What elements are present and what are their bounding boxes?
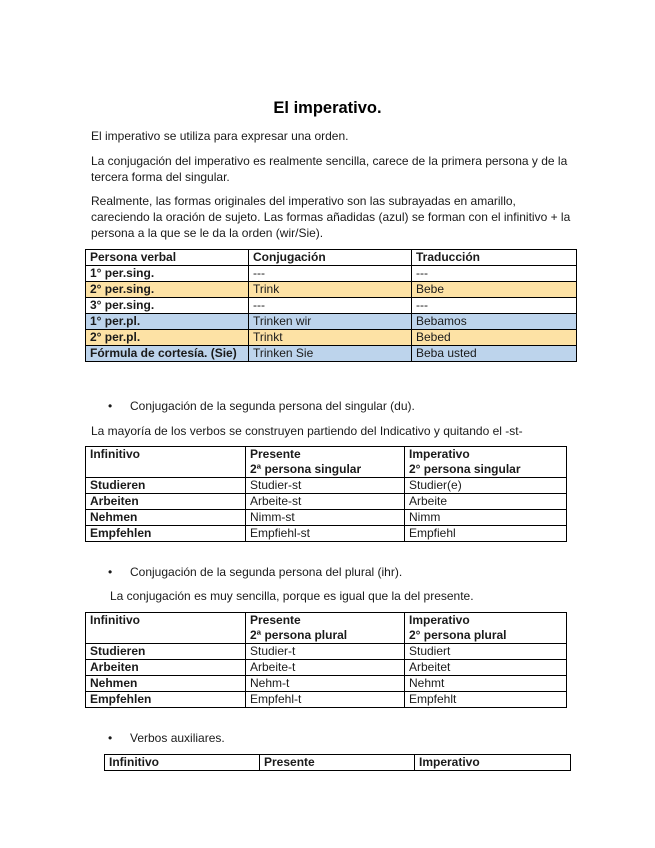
header-line: Presente bbox=[250, 447, 301, 461]
table-cell: Arbeiten bbox=[86, 660, 246, 676]
bullet-icon: • bbox=[108, 731, 113, 745]
table-row bbox=[86, 676, 567, 692]
table-cell: Empfehlt bbox=[405, 692, 567, 708]
table-row-highlight-blue bbox=[86, 346, 577, 362]
table-cell: Trink bbox=[249, 282, 412, 298]
table-cell: Studier-t bbox=[246, 644, 405, 660]
header-cell bbox=[405, 613, 567, 644]
table-row bbox=[86, 494, 567, 510]
table-row-highlight-yellow bbox=[86, 282, 577, 298]
table-cell: Beba usted bbox=[412, 346, 577, 362]
table-cell: Studiert bbox=[405, 644, 567, 660]
table-row bbox=[86, 526, 567, 542]
header-cell bbox=[246, 613, 405, 644]
table-cell: Bebed bbox=[412, 330, 577, 346]
table-cell: --- bbox=[249, 266, 412, 282]
table-row-highlight-blue bbox=[86, 314, 577, 330]
bullet-text: Conjugación de la segunda persona del plural (ihr). bbox=[130, 565, 403, 579]
header-cell: Infinitivo bbox=[86, 613, 246, 644]
header-line: Presente bbox=[250, 613, 301, 627]
table-cell: Bebamos bbox=[412, 314, 577, 330]
table-cell: Empfehl-t bbox=[246, 692, 405, 708]
plural-table bbox=[85, 612, 567, 708]
intro-paragraph-2: La conjugación del imperativo es realmente sencilla, carece de la primera persona y de la tercera forma del singular. bbox=[91, 154, 568, 184]
table-cell: Empfehlen bbox=[86, 526, 246, 542]
header-line: 2ª persona plural bbox=[250, 628, 348, 642]
table-cell: 3° per.sing. bbox=[86, 298, 249, 314]
intro-paragraph-3: Realmente, las formas originales del imperativo son las subrayadas en amarillo, careciendo la oración de sujeto. Las formas añadidas (azul) se forman con el infinitivo + la persona a la que se le da la orden (wir/Sie). bbox=[91, 194, 571, 240]
table-row bbox=[86, 266, 577, 282]
bullet-icon: • bbox=[108, 565, 113, 579]
table-cell: Arbeite-t bbox=[246, 660, 405, 676]
table-cell: Empfiehl bbox=[405, 526, 567, 542]
header-line: 2° persona plural bbox=[409, 628, 507, 642]
intro-paragraph-1: El imperativo se utiliza para expresar una orden. bbox=[91, 129, 349, 143]
header-cell: Conjugación bbox=[249, 250, 412, 266]
table-cell: --- bbox=[249, 298, 412, 314]
table-row bbox=[86, 692, 567, 708]
table-cell: Trinkt bbox=[249, 330, 412, 346]
table-cell: Bebe bbox=[412, 282, 577, 298]
table-header-row bbox=[105, 755, 571, 771]
table-cell: Fórmula de cortesía. (Sie) bbox=[86, 346, 249, 362]
table-cell: Nehmen bbox=[86, 676, 246, 692]
header-line: 2ª persona singular bbox=[250, 462, 362, 476]
header-cell: Presente bbox=[260, 755, 415, 771]
table-cell: Trinken Sie bbox=[249, 346, 412, 362]
singular-table bbox=[85, 446, 567, 542]
header-line: 2° persona singular bbox=[409, 462, 521, 476]
table-header-row bbox=[86, 250, 577, 266]
bullet-icon: • bbox=[108, 399, 113, 413]
header-line: Imperativo bbox=[409, 447, 470, 461]
bullet-text: Verbos auxiliares. bbox=[130, 731, 225, 745]
table-cell: 1° per.sing. bbox=[86, 266, 249, 282]
table-row bbox=[86, 660, 567, 676]
table-cell: 1° per.pl. bbox=[86, 314, 249, 330]
persona-table bbox=[85, 249, 577, 362]
table-cell: Trinken wir bbox=[249, 314, 412, 330]
table-cell: Nimm bbox=[405, 510, 567, 526]
table-cell: Studieren bbox=[86, 644, 246, 660]
table-row bbox=[86, 644, 567, 660]
table-header-row bbox=[86, 613, 567, 644]
table-header-row bbox=[86, 447, 567, 478]
table-row bbox=[86, 298, 577, 314]
header-cell: Traducción bbox=[412, 250, 577, 266]
header-cell bbox=[246, 447, 405, 478]
page-title: El imperativo. bbox=[273, 99, 382, 117]
table-cell: --- bbox=[412, 266, 577, 282]
header-cell: Persona verbal bbox=[86, 250, 249, 266]
header-cell: Infinitivo bbox=[105, 755, 260, 771]
table-cell: Arbeite bbox=[405, 494, 567, 510]
table-cell: Nehm-t bbox=[246, 676, 405, 692]
table-cell: Empfehlen bbox=[86, 692, 246, 708]
table-cell: Arbeiten bbox=[86, 494, 246, 510]
table-cell: Arbeitet bbox=[405, 660, 567, 676]
table-cell: --- bbox=[412, 298, 577, 314]
header-cell bbox=[405, 447, 567, 478]
header-line: Imperativo bbox=[409, 613, 470, 627]
table-cell: Studieren bbox=[86, 478, 246, 494]
table-cell: Studier-st bbox=[246, 478, 405, 494]
auxiliares-table bbox=[104, 754, 571, 771]
table-row-highlight-yellow bbox=[86, 330, 577, 346]
bullet-text: Conjugación de la segunda persona del singular (du). bbox=[130, 399, 415, 413]
table-cell: Empfiehl-st bbox=[246, 526, 405, 542]
table-cell: Nimm-st bbox=[246, 510, 405, 526]
header-cell: Imperativo bbox=[415, 755, 571, 771]
table-cell: Nehmt bbox=[405, 676, 567, 692]
section2-text: La mayoría de los verbos se construyen partiendo del Indicativo y quitando el -st- bbox=[91, 424, 523, 438]
table-cell: Arbeite-st bbox=[246, 494, 405, 510]
table-cell: Studier(e) bbox=[405, 478, 567, 494]
table-cell: 2° per.sing. bbox=[86, 282, 249, 298]
header-cell: Infinitivo bbox=[86, 447, 246, 478]
table-row bbox=[86, 478, 567, 494]
section3-text: La conjugación es muy sencilla, porque es igual que la del presente. bbox=[110, 589, 474, 603]
table-cell: 2° per.pl. bbox=[86, 330, 249, 346]
table-row bbox=[86, 510, 567, 526]
table-cell: Nehmen bbox=[86, 510, 246, 526]
